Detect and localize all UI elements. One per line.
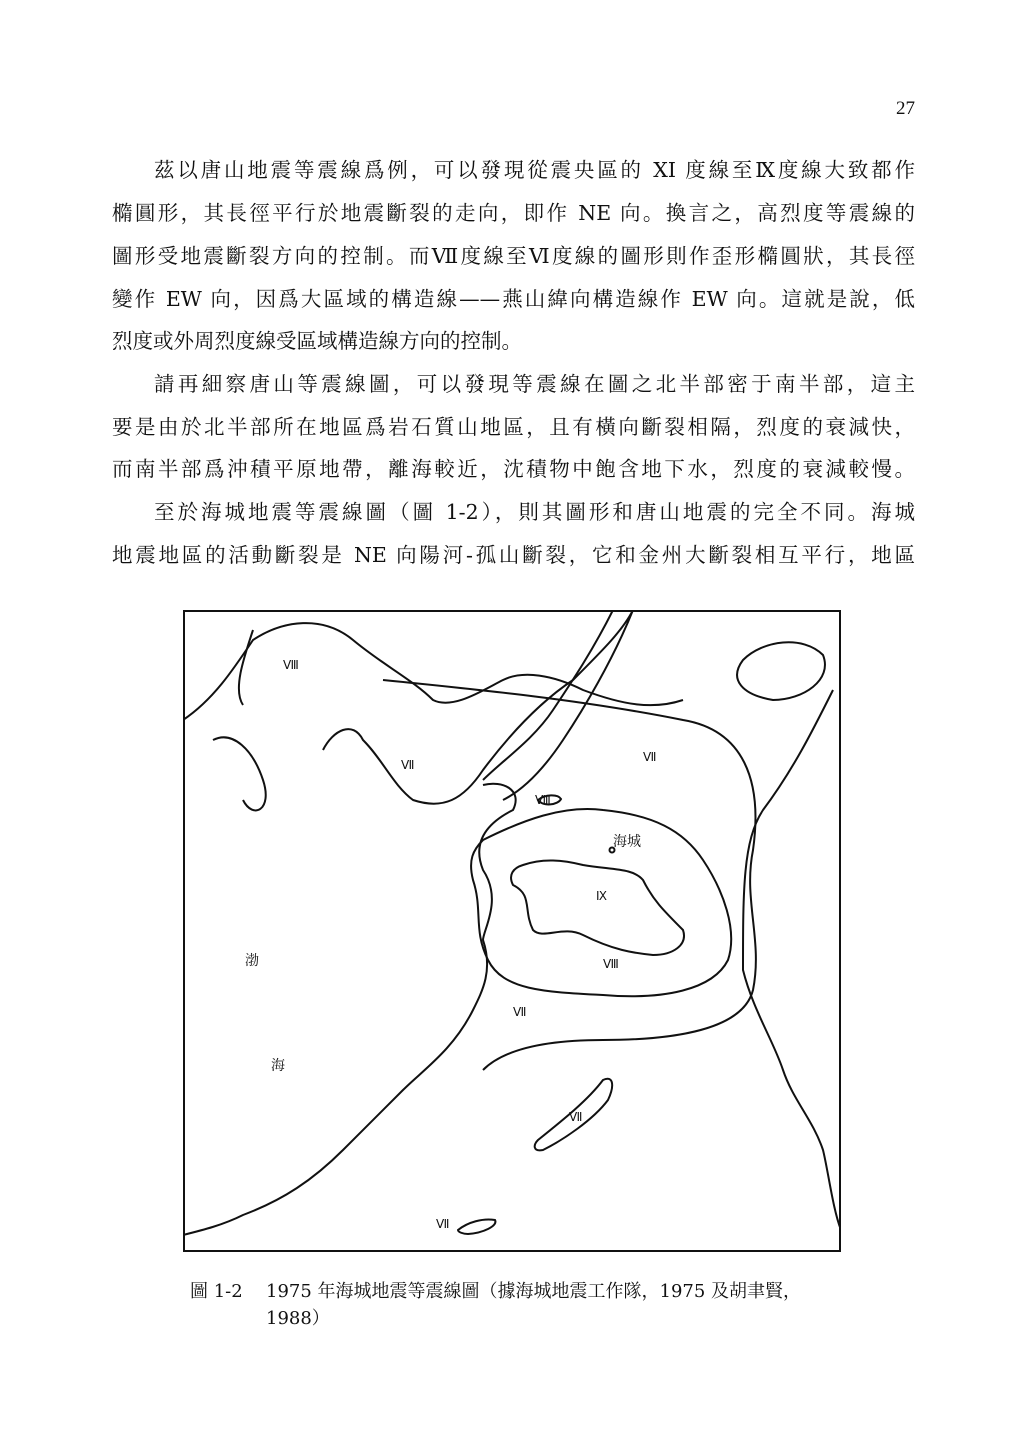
text-line: 而南半部爲沖積平原地帶，離海較近，沈積物中飽含地下水，烈度的衰減較慢。 bbox=[112, 457, 915, 481]
text-line: 至於海城地震等震線圖（圖 1-2），則其圖形和唐山地震的完全不同。海城 bbox=[154, 500, 915, 524]
page-number: 27 bbox=[896, 98, 915, 119]
intensity-label: Ⅷ bbox=[603, 957, 619, 971]
figure-caption-continued: 1988） bbox=[266, 1308, 330, 1329]
figure-caption: 1975 年海城地震等震線圖（據海城地震工作隊，1975 及胡聿賢， bbox=[266, 1281, 802, 1302]
text-line: 烈度或外周烈度線受區域構造線方向的控制。 bbox=[112, 329, 522, 353]
figure-number: 圖 1-2 bbox=[190, 1281, 243, 1302]
coastline-east bbox=[183, 784, 516, 1235]
text-line: 請再細察唐山等震線圖，可以發現等震線在圖之北半部密于南半部，這主 bbox=[154, 372, 915, 396]
intensity-label: Ⅶ bbox=[643, 750, 657, 764]
sea-label: 海 bbox=[271, 1058, 285, 1074]
intensity-label: Ⅶ bbox=[401, 758, 415, 772]
intensity-label: Ⅸ bbox=[596, 889, 608, 903]
coastline-west bbox=[213, 610, 633, 810]
contour-ix bbox=[511, 860, 684, 955]
intensity-label: Ⅶ bbox=[436, 1217, 450, 1231]
river bbox=[483, 610, 633, 800]
haicheng-label: 海城 bbox=[613, 834, 641, 850]
text-line: 要是由於北半部所在地區爲岩石質山地區，且有橫向斷裂相隔，烈度的衰減快， bbox=[112, 415, 915, 439]
contour-vii-outer bbox=[383, 680, 756, 1070]
text-line: 茲以唐山地震等震線爲例，可以發現從震央區的 XI 度線至Ⅸ度線大致都作 bbox=[154, 158, 915, 182]
map-drawing bbox=[183, 610, 841, 1252]
sea-label: 渤 bbox=[245, 953, 259, 969]
intensity-label: Ⅷ bbox=[535, 793, 551, 807]
contour-vii-bottom bbox=[458, 1219, 495, 1234]
intensity-label: Ⅶ bbox=[569, 1110, 583, 1124]
northeast-loop bbox=[737, 642, 825, 700]
map-frame bbox=[184, 611, 840, 1251]
text-line: 圖形受地震斷裂方向的控制。而Ⅶ度線至Ⅵ度線的圖形則作歪形橢圓狀，其長徑 bbox=[112, 244, 915, 268]
intensity-label: Ⅶ bbox=[513, 1005, 527, 1019]
isoseismal-map bbox=[183, 610, 841, 1252]
intensity-label: Ⅷ bbox=[283, 658, 299, 672]
text-line: 橢圓形，其長徑平行於地震斷裂的走向，即作 NE 向。換言之，高烈度等震線的 bbox=[112, 201, 915, 225]
river-east bbox=[743, 690, 841, 1230]
text-line: 變作 EW 向，因爲大區域的構造線——燕山緯向構造線作 EW 向。這就是說，低 bbox=[112, 287, 915, 311]
text-line: 地震地區的活動斷裂是 NE 向陽河-孤山斷裂，它和金州大斷裂相互平行，地區 bbox=[112, 543, 915, 567]
coastline-north bbox=[183, 623, 683, 720]
